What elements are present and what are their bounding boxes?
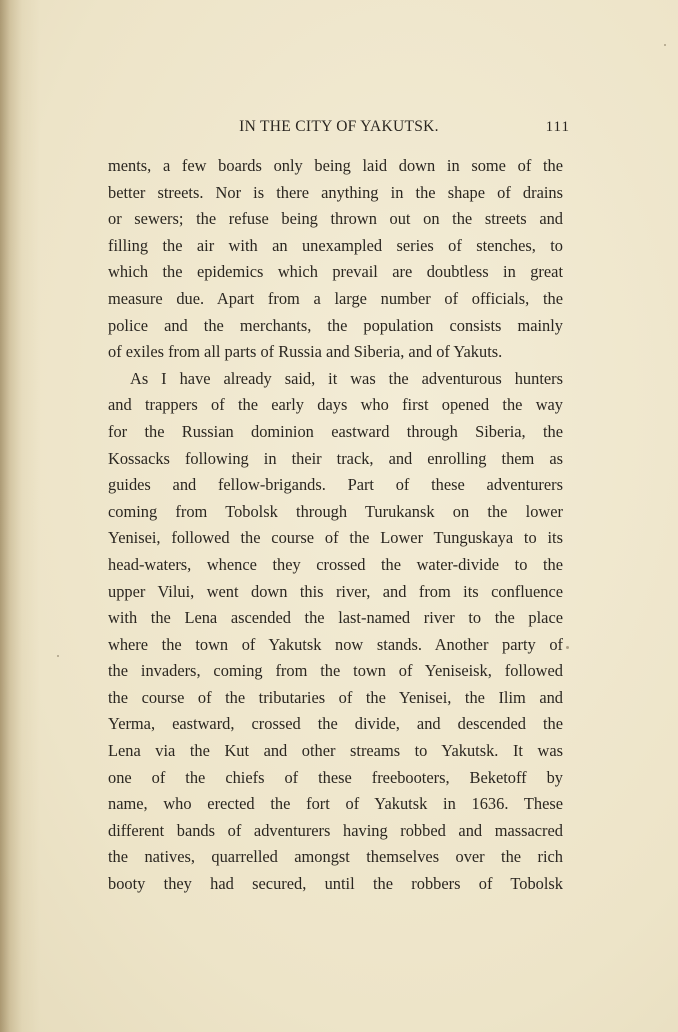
text-line: booty they had secured, until the robbers of Tobolsk [108,874,563,894]
text-line: head-waters, whence they crossed the water-divide to the [108,554,563,574]
paper-speck [566,646,569,649]
page-header [108,118,570,140]
text-line: for the Russian dominion eastward through Siberia, the [108,421,563,441]
text-line: Kossacks following in their track, and enrolling them as [108,448,563,468]
text-line: guides and fellow-brigands. Part of these adventurers [108,475,563,495]
running-head: IN THE CITY OF YAKUTSK. [239,118,439,135]
paper-speck [57,655,59,657]
text-line: upper Vilui, went down this river, and from its confluence [108,581,563,601]
paper-speck [664,44,666,46]
text-line: measure due. Apart from a large number of officials, the [108,288,563,308]
page-number: 111 [545,119,570,135]
text-line: coming from Tobolsk through Turukansk on the lower [108,501,563,521]
text-line: name, who erected the fort of Yakutsk in 1636. These [108,794,563,814]
paragraph-first-line: As I have already said, it was the adventurous hunters [130,368,563,388]
text-line: ments, a few boards only being laid down in some of the [108,156,563,175]
text-line: which the epidemics which prevail are doubtless in great [108,262,563,282]
text-line: where the town of Yakutsk now stands. Another party of [108,634,563,654]
text-line: the natives, quarrelled amongst themselves over the rich [108,847,563,867]
text-line: better streets. Nor is there anything in the shape of drains [108,182,563,202]
text-line: the invaders, coming from the town of Yeniseisk, followed [108,661,563,681]
text-line: different bands of adventurers having robbed and massacred [108,820,563,840]
text-line: and trappers of the early days who first opened the way [108,395,563,415]
text-line: or sewers; the refuse being thrown out on the streets and [108,209,563,229]
text-line: with the Lena ascended the last-named river to the place [108,608,563,628]
text-line: police and the merchants, the population consists mainly [108,315,563,335]
text-line: Yerma, eastward, crossed the divide, and descended the [108,714,563,734]
text-line: filling the air with an unexampled series of stenches, to [108,235,563,255]
text-line: the course of the tributaries of the Yenisei, the Ilim and [108,687,563,707]
text-line: Yenisei, followed the course of the Lower Tunguskaya to its [108,528,563,548]
text-line: of exiles from all parts of Russia and Siberia, and of Yakuts. [108,342,503,362]
text-line: one of the chiefs of these freebooters, Beketoff by [108,767,563,787]
text-line: Lena via the Kut and other streams to Yakutsk. It was [108,741,563,761]
body-text [108,153,563,898]
